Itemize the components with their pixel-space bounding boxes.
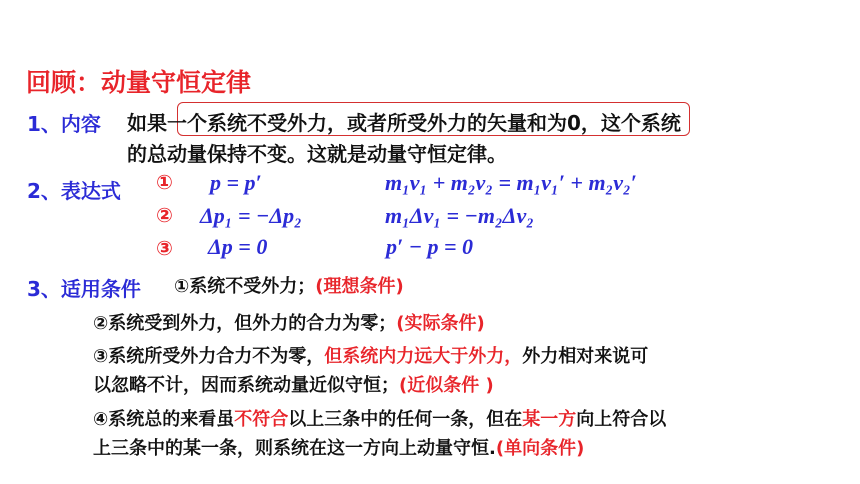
formula-marker-2: ② xyxy=(156,203,173,227)
condition-2-text: ②系统受到外力，但外力的合力为零； xyxy=(93,313,397,334)
content-line-1: 如果一个系统不受外力，或者所受外力的矢量和为0，这个系统 xyxy=(127,111,681,135)
condition-1-tag: (理想条件) xyxy=(315,276,404,297)
formula-3-left: Δp = 0 xyxy=(208,234,268,259)
condition-4-text-f: 上三条中的某一条，则系统在这一方向上动量守恒. xyxy=(93,438,496,459)
formula-3-right: p′ − p = 0 xyxy=(386,234,474,259)
condition-4-text-c: 以上三条中的任何一条，但在 xyxy=(288,409,523,430)
section-content-label: 1、内容 xyxy=(27,112,101,136)
formula-marker-3: ③ xyxy=(156,236,173,260)
formula-1-right: m₁v₁ + m₂v₂ = m₁v₁′ + m₂v₂′ xyxy=(385,170,637,195)
condition-4-text-a: ④系统总的来看虽 xyxy=(93,409,235,430)
condition-3-tag: (近似条件 ) xyxy=(399,375,494,396)
formula-marker-1: ① xyxy=(156,170,173,194)
condition-4-highlight-2: 某一方 xyxy=(522,409,577,430)
condition-4-line-1 xyxy=(93,405,666,431)
condition-3-text-a: ③系统所受外力合力不为零， xyxy=(93,346,325,367)
condition-4-highlight-1: 不符合 xyxy=(234,409,289,430)
condition-1-text: ①系统不受外力； xyxy=(174,276,316,297)
condition-3-line-2 xyxy=(93,371,494,397)
formula-2-left: Δp₁ = −Δp₂ xyxy=(200,203,302,228)
condition-3-text-d: 以忽略不计，因而系统动量近似守恒； xyxy=(93,375,399,396)
section-conditions-label: 3、适用条件 xyxy=(27,277,141,301)
page-title: 回顾：动量守恒定律 xyxy=(26,68,252,97)
content-line-2: 的总动量保持不变。这就是动量守恒定律。 xyxy=(127,142,507,166)
condition-2-tag: (实际条件) xyxy=(396,313,485,334)
condition-4-tag: (单向条件) xyxy=(495,438,585,459)
condition-4-text-e: 向上符合以 xyxy=(576,409,667,430)
condition-2 xyxy=(93,309,485,335)
section-expression-label: 2、表达式 xyxy=(27,179,121,203)
condition-3-text-c: 外力相对来说可 xyxy=(522,346,649,367)
formula-1-left: p = p′ xyxy=(210,170,262,195)
condition-1 xyxy=(174,272,404,298)
condition-4-line-2 xyxy=(93,434,584,460)
formula-2-right: m₁Δv₁ = −m₂Δv₂ xyxy=(385,203,534,228)
condition-3-highlight: 但系统内力远大于外力， xyxy=(324,346,523,367)
condition-3-line-1 xyxy=(93,342,648,368)
